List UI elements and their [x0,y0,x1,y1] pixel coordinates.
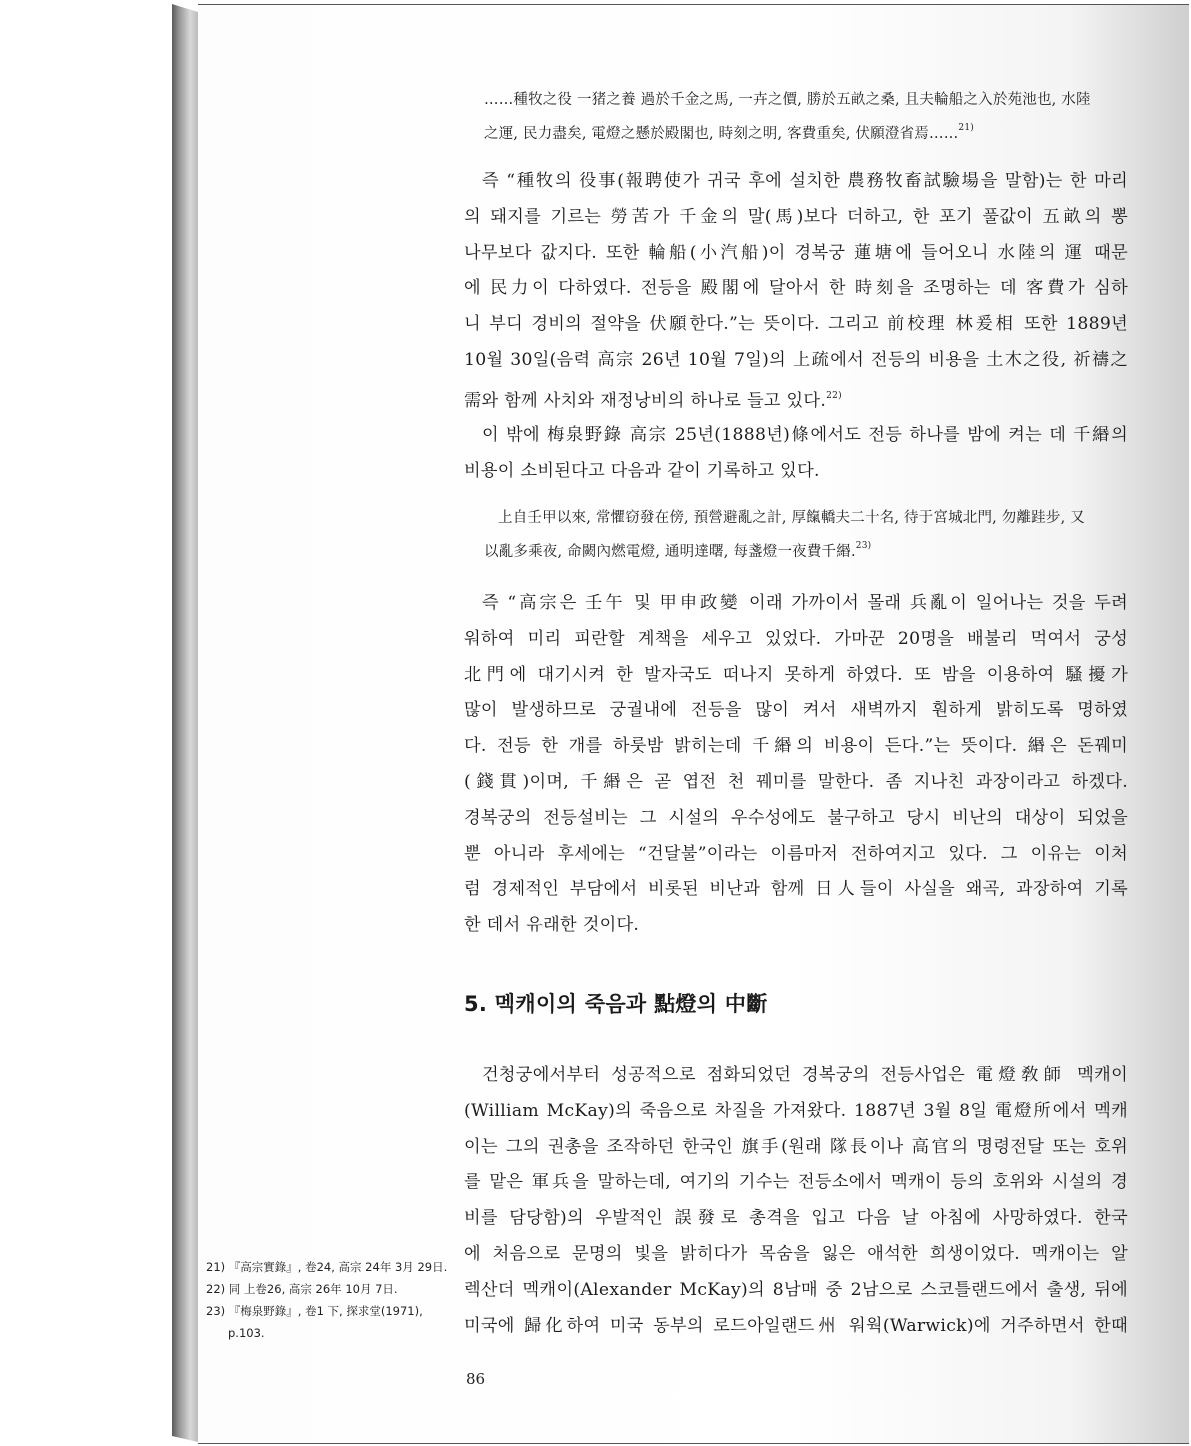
paragraph-3 [464,586,1128,944]
footnote-ref: 22) [826,390,842,401]
quote-line: ……種牧之役 一猪之養 過於千金之馬, 一卉之價, 勝於五畝之桑, 且夫輪船之入於苑池也, 水陸 [484,92,1091,108]
text-line: 北門에 대기시켜 한 발자국도 떠나지 못하게 하였다. 또 밤을 이용하여 騷擾가 [464,664,1128,685]
footnote-23: 23) 『梅泉野錄』, 卷1 下, 探求堂(1971), [206,1304,423,1318]
page-number: 86 [466,1370,486,1388]
text-line: 미국에 歸化하여 미국 동부의 로드아일랜드州 워웍(Warwick)에 거주하면서 한때 [464,1315,1128,1336]
text-line: 비를 담당함)의 우발적인 誤發로 총격을 입고 다음 날 아침에 사망하였다. 한국 [464,1208,1128,1229]
footnote-21: 21) 『高宗實錄』, 卷24, 高宗 24年 3月 29日. [206,1260,448,1274]
text-line: 에 民力이 다하였다. 전등을 殿閣에 달아서 한 時刻을 조명하는 데 客費가 심하 [464,278,1128,299]
text-line: 뿐 아니라 후세에는 “건달불”이라는 이름마저 전하여지고 있다. 그 이유는 이처 [464,843,1128,864]
text-line: 많이 발생하므로 궁궐내에 전등을 많이 켜서 새벽까지 훤하게 밝히도록 명하였 [464,700,1128,721]
text-line: 를 맡은 軍兵을 말하는데, 여기의 기수는 전등소에서 멕캐이 등의 호위와 시설의 경 [464,1172,1128,1193]
text-line: 需와 함께 사치와 재정낭비의 하나로 들고 있다.$^{22)}$ [464,390,842,411]
book-spine-edge [172,4,198,1442]
text-line: 니 부디 경비의 절약을 伏願한다.”는 뜻이다. 그리고 前校理 林爰相 또한 1889년 [464,314,1128,335]
text-line: (錢貫)이며, 千緡은 곧 엽전 천 꿰미를 말한다. 좀 지나친 과장이라고 하겠다. [464,771,1128,792]
paragraph-4 [464,1058,1128,1344]
footnotes [206,1256,456,1344]
text-line: 럼 경제적인 부담에서 비롯된 비난과 함께 日人들이 사실을 왜곡, 과장하여 기록 [464,879,1128,900]
text-line: 이는 그의 권총을 조작하던 한국인 旗手(원래 隊長이나 高官의 명령전달 또는 호위 [464,1136,1128,1157]
footnote-ref: 23) [855,541,872,551]
text-line: 나무보다 값지다. 또한 輪船(小汽船)이 경복궁 蓮塘에 들어오니 水陸의 運 때문 [464,242,1128,263]
section-heading: 5. 멕캐이의 죽음과 點燈의 中斷 [464,992,768,1016]
text-line: 에 처음으로 문명의 빛을 밝히다가 목숨을 잃은 애석한 희생이었다. 멕캐이는 알 [464,1243,1128,1264]
text-line: 10월 30일(음력 高宗 26년 10월 7일)의 上疏에서 전등의 비용을 土木之役, 祈禱之 [464,349,1128,370]
text-line: 경복궁의 전등설비는 그 시설의 우수성에도 불구하고 당시 비난의 대상이 되었을 [464,807,1128,828]
text-line: 비용이 소비된다고 다음과 같이 기록하고 있다. [464,460,820,481]
text-line: 다. 전등 한 개를 하룻밤 밝히는데 千緡의 비용이 든다.”는 뜻이다. 緡은 돈꿰미 [464,736,1128,757]
footnote-ref: 21) [958,123,974,133]
text-line: 렉산더 멕캐이(Alexander McKay)의 8남매 중 2남으로 스코틀랜드에서 출생, 뒤에 [464,1279,1128,1300]
quote-line: 上自壬甲以來, 常懼窃發在傍, 預營避亂之計, 厚餼轎夫二十名, 待于宮城北門, 勿離跬步, 又 [498,510,1085,526]
paragraph-2 [464,418,1128,490]
quote-block-1 [484,86,1124,148]
text-line: 이 밖에 梅泉野錄 高宗 25년(1888년)條에서도 전등 하나를 밤에 켜는 데 千緡의 [482,425,1128,445]
footnote-23-cont: p.103. [228,1326,265,1340]
text-line: (William McKay)의 죽음으로 차질을 가져왔다. 1887년 3월 8일 電燈所에서 멕캐 [464,1100,1128,1121]
quote-block-2 [484,504,1124,566]
quote-line: 以亂多乘夜, 命闕內燃電燈, 通明達曙, 每盞燈一夜費千緡.$^{23)}$ [484,541,872,560]
footnote-22: 22) 同 上卷26, 高宗 26年 10月 7日. [206,1282,398,1296]
text-line: 한 데서 유래한 것이다. [464,915,640,936]
text-line: 의 돼지를 기르는 勞苦가 千金의 말(馬)보다 더하고, 한 포기 풀값이 五畝의 뽕 [464,206,1128,227]
paragraph-1 [464,164,1128,420]
text-line: 즉 “種牧의 役事(報聘使가 귀국 후에 설치한 農務牧畜試驗場을 말함)는 한 마리 [482,171,1128,191]
quote-line: 之運, 民力盡矣, 電燈之懸於殿閣也, 時刻之明, 客費重矣, 伏願澄省焉……$^{21)}$ [484,123,974,142]
text-line: 즉 “高宗은 壬午 및 甲申政變 이래 가까이서 몰래 兵亂이 일어나는 것을 두려 [482,593,1128,613]
text-line: 워하여 미리 피란할 계책을 세우고 있었다. 가마꾼 20명을 배불리 먹여서 궁성 [464,628,1128,649]
text-line: 건청궁에서부터 성공적으로 점화되었던 경복궁의 전등사업은 電燈敎師 멕캐이 [482,1065,1128,1085]
